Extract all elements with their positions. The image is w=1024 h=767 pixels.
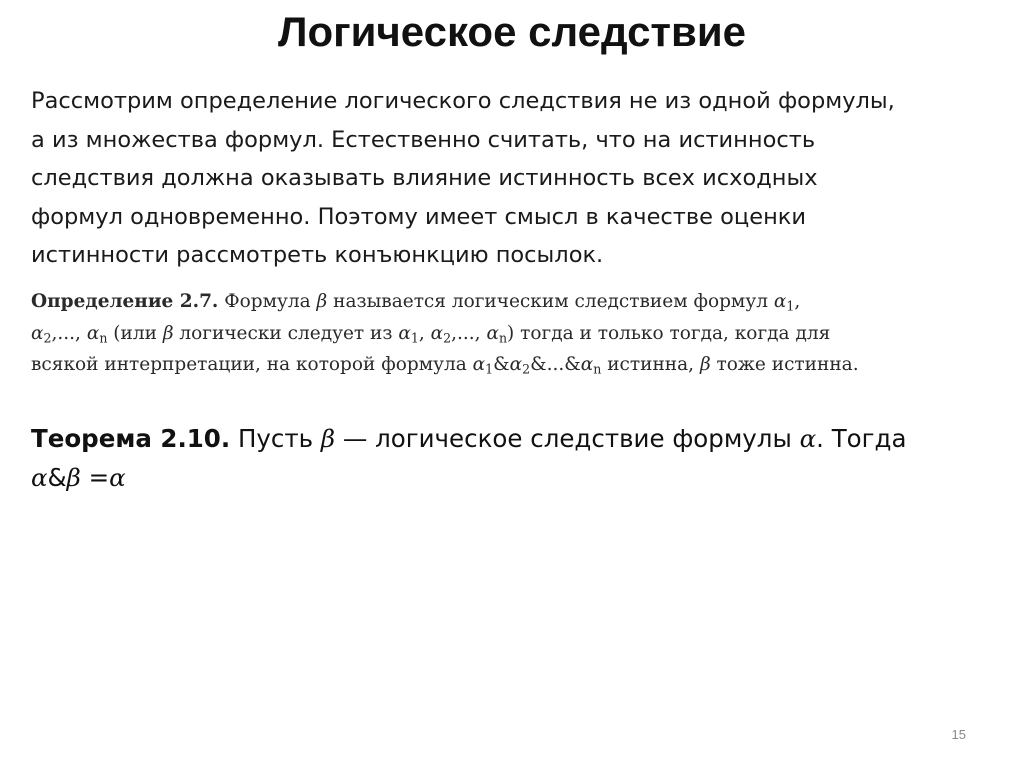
math-beta: β bbox=[316, 291, 328, 312]
intro-line: формул одновременно. Поэтому имеет смысл в качестве оценки bbox=[31, 203, 807, 230]
definition-text: тоже истинна. bbox=[710, 354, 859, 375]
theorem-line bbox=[31, 458, 1006, 497]
definition-text: всякой интерпретации, на которой формула bbox=[31, 354, 473, 375]
math-alpha: α bbox=[509, 354, 523, 375]
math-alpha: α bbox=[486, 322, 499, 344]
theorem-line bbox=[31, 419, 1006, 458]
math-beta: β bbox=[699, 354, 711, 375]
math-alpha: α bbox=[580, 354, 594, 375]
math-subscript: 2 bbox=[522, 361, 531, 377]
math-ampersand: & bbox=[47, 463, 67, 492]
definition-text: Формула bbox=[218, 291, 317, 312]
math-comma: , bbox=[794, 291, 801, 312]
math-alpha: α bbox=[86, 322, 100, 344]
intro-line: Рассмотрим определение логического следствия не из одной формулы, bbox=[31, 88, 895, 114]
intro-line: истинности рассмотреть конъюнкцию посылок. bbox=[31, 242, 604, 268]
math-subscript: 2 bbox=[443, 330, 452, 346]
definition-text: (или bbox=[107, 322, 163, 344]
math-subscript: 1 bbox=[786, 298, 795, 314]
math-alpha: α bbox=[472, 354, 486, 375]
theorem-text: — логическое следствие формулы bbox=[335, 424, 800, 453]
theorem-block bbox=[31, 419, 1006, 497]
math-subscript: 2 bbox=[43, 330, 52, 346]
intro-line: а из множества формул. Естественно считать, что на истинность bbox=[31, 126, 816, 153]
math-beta: β bbox=[66, 463, 81, 492]
definition-line bbox=[31, 318, 961, 350]
theorem-text: Пусть bbox=[230, 424, 321, 453]
definition-heading: Определение 2.7. bbox=[31, 291, 219, 312]
math-separator: , bbox=[418, 322, 431, 344]
theorem-heading: Теорема 2.10. bbox=[31, 424, 231, 453]
slide-title: Логическое следствие bbox=[277, 8, 746, 55]
math-dots: ,..., bbox=[51, 322, 87, 344]
intro-line: следствия должна оказывать влияние истинность всех исходных bbox=[31, 165, 818, 191]
definition-text: ) тогда и только тогда, когда для bbox=[507, 322, 831, 344]
theorem-text: . Тогда bbox=[816, 424, 907, 453]
math-ampersand-dots: &...& bbox=[530, 354, 581, 375]
page-number: 15 bbox=[951, 727, 966, 742]
math-alpha: α bbox=[109, 463, 126, 492]
intro-paragraph bbox=[31, 82, 1006, 275]
math-subscript: n bbox=[593, 361, 602, 377]
math-alpha: α bbox=[430, 322, 444, 344]
math-beta: β bbox=[320, 424, 336, 453]
definition-text: называется логическим следствием формул bbox=[327, 291, 774, 312]
math-alpha: α bbox=[398, 322, 411, 344]
math-alpha: α bbox=[799, 424, 817, 453]
math-beta: β bbox=[162, 322, 174, 344]
math-equals: = bbox=[80, 463, 110, 492]
definition-block bbox=[31, 286, 961, 381]
math-subscript: 1 bbox=[410, 330, 419, 346]
math-subscript: n bbox=[498, 330, 508, 346]
definition-text: истинна, bbox=[601, 354, 700, 375]
definition-line bbox=[31, 349, 961, 381]
math-subscript: n bbox=[99, 330, 108, 346]
math-alpha: α bbox=[773, 291, 787, 312]
definition-line bbox=[31, 286, 961, 318]
definition-text: логически следует из bbox=[173, 322, 399, 344]
math-dots: ,..., bbox=[451, 322, 487, 344]
math-ampersand: & bbox=[493, 354, 510, 375]
math-alpha: α bbox=[31, 322, 44, 344]
math-alpha: α bbox=[31, 463, 48, 492]
math-subscript: 1 bbox=[485, 361, 494, 377]
